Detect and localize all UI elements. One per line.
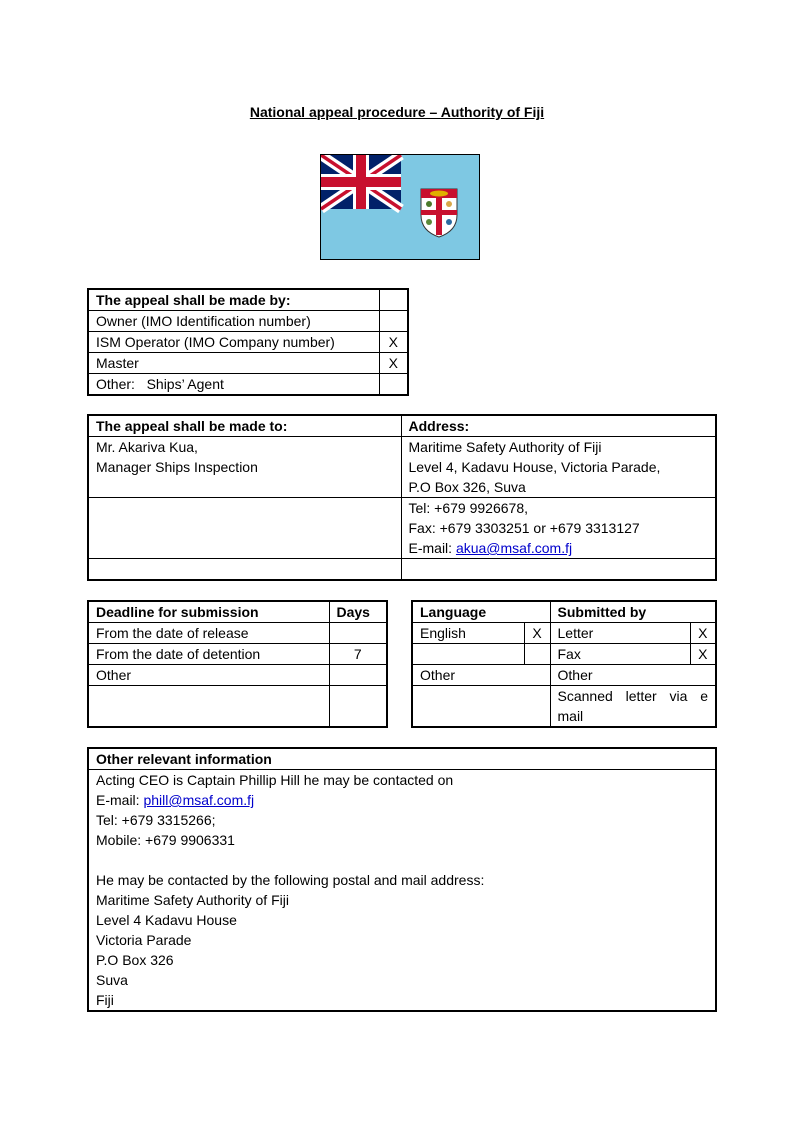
address-line: Maritime Safety Authority of Fiji — [408, 439, 602, 455]
table-row — [88, 665, 387, 686]
table-row — [88, 332, 408, 353]
address-line: Level 4, Kadavu House, Victoria Parade, — [408, 459, 661, 475]
email-link[interactable]: akua@msaf.com.fj — [455, 540, 573, 556]
spacer — [96, 850, 708, 870]
email-label: E-mail: — [408, 540, 456, 556]
deadline-table — [87, 600, 388, 728]
language-label: Other — [412, 665, 550, 686]
info-mobile: Mobile: +679 9906331 — [96, 832, 235, 848]
postal-line: Suva — [96, 972, 128, 988]
table-row — [412, 665, 716, 686]
appeal-by-mark: X — [379, 332, 408, 353]
deadline-header: Deadline for submission — [88, 601, 329, 623]
table-row — [412, 644, 716, 665]
scanned-line: mail — [557, 708, 584, 724]
postal-line: Maritime Safety Authority of Fiji — [96, 892, 289, 908]
address-line: P.O Box 326, Suva — [408, 479, 526, 495]
language-label — [412, 644, 524, 665]
table-row — [412, 601, 716, 623]
table-row — [88, 289, 408, 311]
info-email-line — [96, 790, 708, 810]
appeal-to-header: The appeal shall be made to: — [88, 415, 401, 437]
empty-cell — [329, 686, 387, 728]
other-info-table — [87, 747, 717, 1012]
appeal-by-header: The appeal shall be made by: — [88, 289, 379, 311]
postal-line: Victoria Parade — [96, 932, 192, 948]
table-row — [88, 498, 716, 559]
language-label: English — [412, 623, 524, 644]
page-title — [0, 104, 794, 120]
email-label: E-mail: — [96, 792, 144, 808]
deadline-label: From the date of release — [88, 623, 329, 644]
deadline-label: Other — [88, 665, 329, 686]
table-row — [88, 686, 387, 728]
appeal-by-label: ISM Operator (IMO Company number) — [88, 332, 379, 353]
table-row — [88, 644, 387, 665]
days-header: Days — [329, 601, 387, 623]
union-jack-icon — [321, 155, 401, 209]
appeal-by-header-mark — [379, 289, 408, 311]
address-header: Address: — [401, 415, 716, 437]
appeal-by-mark — [379, 311, 408, 332]
empty-cell — [401, 559, 716, 581]
empty-cell — [88, 686, 329, 728]
appeal-by-table — [87, 288, 409, 396]
fiji-flag-icon — [321, 155, 479, 259]
method-label: Other — [550, 665, 716, 686]
scanned-line: Scanned letter via e — [557, 688, 709, 704]
appeal-to-table — [87, 414, 717, 581]
person-title: Manager Ships Inspection — [96, 459, 258, 475]
deadline-label: From the date of detention — [88, 644, 329, 665]
table-row — [88, 311, 408, 332]
method-mark: X — [690, 644, 716, 665]
language-mark — [524, 644, 550, 665]
table-row — [88, 601, 387, 623]
tel: Tel: +679 9926678, — [408, 500, 528, 516]
table-row — [412, 623, 716, 644]
method-label: Fax — [550, 644, 690, 665]
table-row — [88, 770, 716, 1012]
language-table — [411, 600, 717, 728]
person-name: Mr. Akariva Kua, — [96, 439, 198, 455]
language-mark: X — [524, 623, 550, 644]
method-label: Letter — [550, 623, 690, 644]
table-row — [88, 374, 408, 396]
email-line — [409, 538, 709, 558]
table-row — [88, 415, 716, 437]
appeal-by-mark — [379, 374, 408, 396]
table-row — [88, 353, 408, 374]
contact-numbers-cell — [401, 498, 716, 559]
appeal-by-label: Master — [88, 353, 379, 374]
table-row — [88, 623, 387, 644]
empty-cell — [412, 686, 550, 728]
deadline-days: 7 — [329, 644, 387, 665]
postal-line: Level 4 Kadavu House — [96, 912, 237, 928]
empty-cell — [88, 498, 401, 559]
table-row — [88, 559, 716, 581]
table-row — [88, 748, 716, 770]
contact-person-cell — [88, 437, 401, 498]
empty-cell — [88, 559, 401, 581]
language-header: Language — [412, 601, 550, 623]
postal-intro: He may be contacted by the following postal and mail address: — [96, 872, 485, 888]
appeal-by-label: Owner (IMO Identification number) — [88, 311, 379, 332]
fax: Fax: +679 3303251 or +679 3313127 — [408, 520, 640, 536]
title-text: National appeal procedure – Authority of Fiji — [249, 104, 545, 120]
method-mark: X — [690, 623, 716, 644]
email-link[interactable]: phill@msaf.com.fj — [143, 792, 255, 808]
deadline-days — [329, 623, 387, 644]
fiji-shield-icon — [421, 189, 457, 237]
fiji-flag — [320, 154, 480, 260]
deadline-days — [329, 665, 387, 686]
postal-line: P.O Box 326 — [96, 952, 174, 968]
info-tel: Tel: +679 3315266; — [96, 812, 216, 828]
appeal-by-label: Other: Ships’ Agent — [88, 374, 379, 396]
address-cell — [401, 437, 716, 498]
other-info-body — [88, 770, 716, 1012]
submitted-by-header: Submitted by — [550, 601, 716, 623]
info-line: Acting CEO is Captain Phillip Hill he may be contacted on — [96, 772, 454, 788]
postal-line: Fiji — [96, 992, 114, 1008]
table-row — [412, 686, 716, 728]
appeal-by-mark: X — [379, 353, 408, 374]
table-row — [88, 437, 716, 498]
other-info-header: Other relevant information — [88, 748, 716, 770]
scanned-letter-cell — [550, 686, 716, 728]
